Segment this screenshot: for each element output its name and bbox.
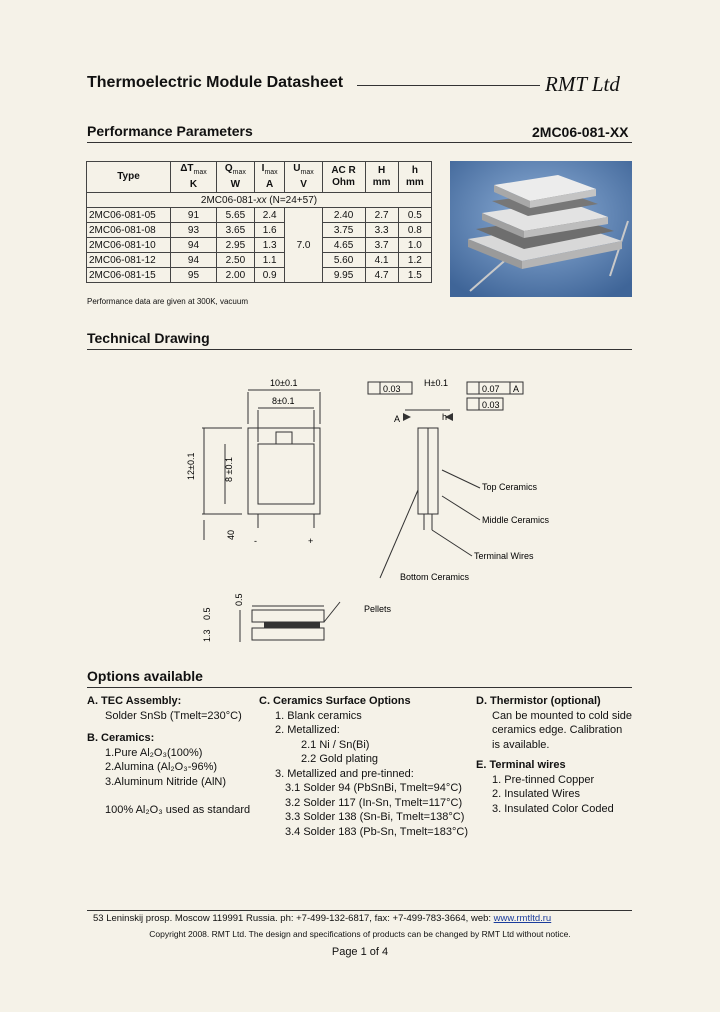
group-row: 2MC06-081-xx (N=24+57) [87,193,432,208]
dim-05: 0.5 [202,607,212,620]
performance-table [86,161,432,283]
performance-note: Performance data are given at 300K, vacuum [87,297,248,306]
label-middle-ceramics: Middle Ceramics [482,515,550,525]
col-acr: AC R Ohm [322,162,365,193]
dim-width-outer: 10±0.1 [270,378,298,388]
lead-minus: - [254,536,257,546]
performance-rule [87,142,632,143]
dim-width-inner: 8±0.1 [272,396,295,406]
title-rule [357,85,540,86]
table-row: 2MC06-081-15 95 2.00 0.9 9.95 4.7 1.5 [87,268,432,283]
datum-a: A [394,414,401,424]
drawing-section-title: Technical Drawing [87,330,210,346]
dim-13: 1.3 [202,629,212,642]
technical-drawing [180,370,650,650]
label-pellets: Pellets [364,604,392,614]
options-col-c: C. Ceramics Surface Options 1. Blank ceramics 2. Metallized: 2.1 Ni / Sn(Bi) 2.2 Gold plating 3. Metallized and pre-tinned: 3.1 Solder 94 (PbSnBi, Tmelt=94°C) 3.2 Solder 117 (In-Sn, Tmelt=117°C) 3.3 Solder 138 (Sn-Bi, Tmelt=138°C) 3.4 Solder 183 (Pb-Sn, Tmelt=183°C) [259,695,469,838]
table-row: 2MC06-081-12 94 2.50 1.1 5.60 4.1 1.2 [87,253,432,268]
dim-05b: 0.5 [234,593,244,606]
options-rule [87,687,632,688]
lead-plus: + [308,536,314,546]
options-section-title: Options available [87,668,203,684]
options-col-a-b: A. TEC Assembly: Solder SnSb (Tmelt=230°C) B. Ceramics: 1.Pure Al₂O₃(100%) 2.Alumina (Al₂O₃-96%) 3.Aluminum Nitride (AlN) 100% Al₂O₃ used as standard [87,695,251,816]
page-title: Thermoelectric Module Datasheet [87,74,344,91]
umax-value: 7.0 [285,208,322,283]
footer-web-link[interactable]: www.rmtltd.ru [493,913,552,924]
label-terminal-wires: Terminal Wires [474,551,534,561]
performance-section-title: Performance Parameters [87,123,253,139]
tol-flatness: 0.03 [383,384,401,394]
front-view-inner [258,444,314,504]
table-row: 2MC06-081-05 91 5.65 2.4 7.0 2.40 2.7 0.5 [87,208,432,223]
col-q: $Q_{max}$ W [216,162,254,193]
footer-copyright: Copyright 2008. RMT Ltd. The design and specifications of products can be changed by RMT Ltd without notice. [149,929,571,939]
col-H: H mm [365,162,398,193]
front-view-outline [248,428,320,514]
dim-lead: 40 [226,529,236,540]
dim-height-inner: 8 ±0.1 [224,457,234,482]
product-photo [450,161,632,297]
label-top-ceramics: Top Ceramics [482,482,538,492]
col-i: $I_{max}$ A [254,162,285,193]
page-number: Page 1 of 4 [331,946,389,958]
table-row: 2MC06-081-08 93 3.65 1.6 3.75 3.3 0.8 [87,223,432,238]
col-h: h mm [398,162,431,193]
col-u: $U_{max}$ V [285,162,322,193]
options-col-d-e: D. Thermistor (optional) Can be mounted to cold side ceramics edge. Calibration is available. E. Terminal wires 1. Pre-tinned Copper 2. Insulated Wires 3. Insulated Color Coded [476,695,633,815]
footer-address: 53 Leninskij prosp. Moscow 119991 Russia. ph: +7-499-132-6817, fax: +7-499-783-3664, web: www.rmtltd.ru [93,913,552,924]
brand-logo: RMT Ltd [545,72,620,96]
dim-H: H±0.1 [424,378,448,388]
col-type: Type [87,162,171,193]
thermistor-block [276,432,292,444]
col-dt: $\Delta T_{max}$ K [171,162,217,193]
drawing-rule [87,349,632,350]
tol-datum: A [513,384,520,394]
dim-h: h [442,412,448,422]
tol-parallel: 0.07 [482,384,500,394]
table-row: 2MC06-081-10 94 2.95 1.3 4.65 3.7 1.0 [87,238,432,253]
model-code: 2MC06-081-XX [532,124,629,140]
label-bottom-ceramics: Bottom Ceramics [400,572,470,582]
dim-height-outer: 12±0.1 [186,452,196,480]
tol-flat2: 0.03 [482,400,500,410]
footer-rule [87,910,632,911]
